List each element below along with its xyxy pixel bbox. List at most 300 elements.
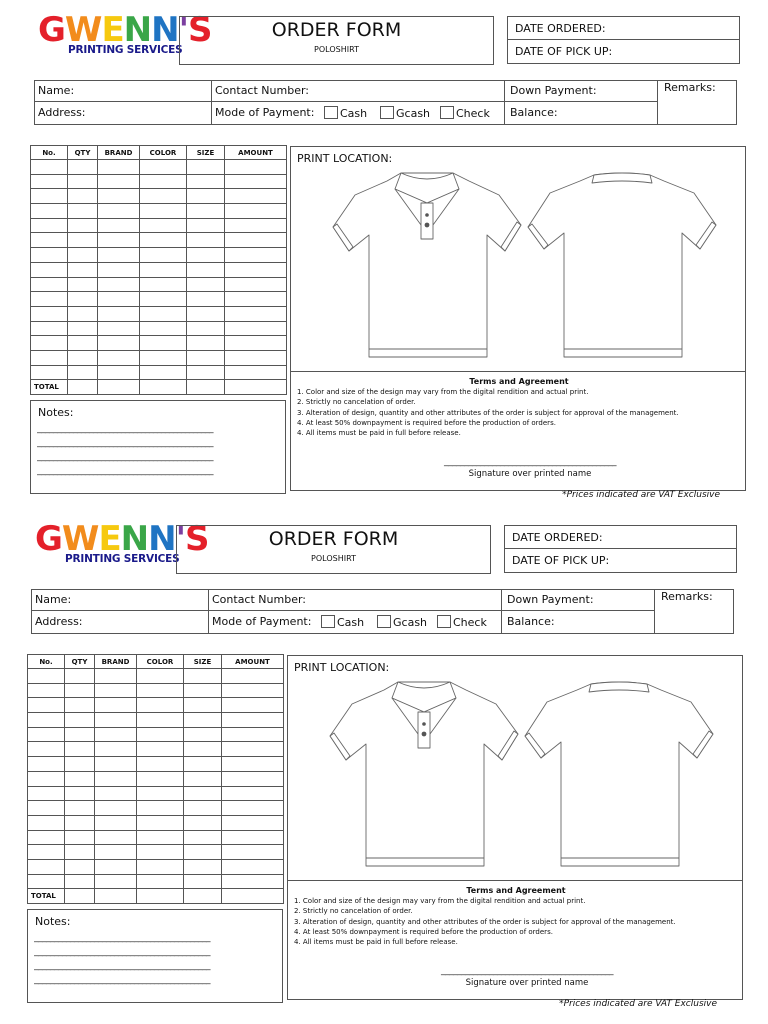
table-cell[interactable] <box>28 801 65 816</box>
divider <box>34 101 657 102</box>
table-cell[interactable] <box>95 713 137 728</box>
table-cell[interactable] <box>98 174 140 189</box>
check-label: Check <box>453 616 487 629</box>
table-cell[interactable] <box>187 336 225 351</box>
total-row <box>31 380 287 395</box>
payment-option-check[interactable] <box>437 615 487 629</box>
table-cell[interactable] <box>68 262 98 277</box>
table-cell[interactable] <box>225 160 287 175</box>
table-cell[interactable] <box>222 669 284 684</box>
table-cell[interactable] <box>184 757 222 772</box>
table-cell[interactable] <box>140 306 187 321</box>
table-row <box>28 845 284 860</box>
remarks-label: Remarks: <box>664 81 716 94</box>
payment-option-gcash[interactable] <box>377 615 427 629</box>
terms-item: 1. Color and size of the design may vary from the digital rendition and actual print. <box>294 897 586 906</box>
signature-line: ___________________________________________ <box>441 966 613 976</box>
table-cell[interactable] <box>95 683 137 698</box>
total-row <box>28 889 284 904</box>
table-cell[interactable] <box>98 306 140 321</box>
form-title: ORDER FORM <box>271 19 402 41</box>
print-location-label: PRINT LOCATION: <box>294 661 390 674</box>
table-cell[interactable] <box>28 669 65 684</box>
table-header-row <box>31 146 287 160</box>
table-cell[interactable] <box>225 350 287 365</box>
terms-list <box>294 896 738 947</box>
table-header-row <box>28 655 284 669</box>
terms-title: Terms and Agreement <box>466 886 566 895</box>
terms-item: 4. At least 50% downpayment is required before the production of orders. <box>294 927 553 936</box>
table-cell[interactable] <box>65 815 95 830</box>
table-cell[interactable] <box>95 801 137 816</box>
table-cell[interactable] <box>184 859 222 874</box>
company-logo <box>35 519 209 571</box>
form-title: ORDER FORM <box>268 528 399 550</box>
table-cell[interactable] <box>225 174 287 189</box>
table-cell[interactable] <box>137 801 184 816</box>
divider <box>31 610 654 611</box>
table-cell[interactable] <box>225 321 287 336</box>
logo-letter: N <box>123 10 152 50</box>
table-cell[interactable] <box>98 336 140 351</box>
table-cell[interactable] <box>65 698 95 713</box>
table-row <box>31 218 287 233</box>
contact-label: Contact Number: <box>215 84 309 97</box>
table-cell[interactable] <box>68 306 98 321</box>
table-cell[interactable] <box>137 845 184 860</box>
table-cell[interactable] <box>140 336 187 351</box>
table-cell[interactable] <box>184 815 222 830</box>
table-row <box>31 292 287 307</box>
table-cell[interactable] <box>187 262 225 277</box>
table-cell[interactable] <box>225 233 287 248</box>
total-cell[interactable] <box>98 380 140 395</box>
total-cell[interactable] <box>140 380 187 395</box>
table-cell[interactable] <box>184 742 222 757</box>
table-cell[interactable] <box>98 262 140 277</box>
table-cell[interactable] <box>222 727 284 742</box>
table-cell[interactable] <box>28 698 65 713</box>
table-row <box>31 248 287 263</box>
table-row <box>28 801 284 816</box>
table-cell[interactable] <box>140 365 187 380</box>
table-row <box>28 698 284 713</box>
form-subtitle: POLOSHIRT <box>314 45 359 54</box>
table-cell[interactable] <box>28 727 65 742</box>
table-cell[interactable] <box>137 713 184 728</box>
table-cell[interactable] <box>187 292 225 307</box>
table-cell[interactable] <box>31 189 68 204</box>
table-cell[interactable] <box>140 174 187 189</box>
notes-label: Notes: <box>35 915 71 928</box>
terms-content <box>297 377 741 438</box>
table-cell[interactable] <box>68 174 98 189</box>
notes-line: ____________________________________________ <box>34 961 210 971</box>
table-cell[interactable] <box>98 160 140 175</box>
signature-label: Signature over printed name <box>465 978 589 988</box>
table-cell[interactable] <box>187 321 225 336</box>
table-cell[interactable] <box>184 874 222 889</box>
table-cell[interactable] <box>68 218 98 233</box>
table-cell[interactable] <box>225 336 287 351</box>
checkbox-icon[interactable] <box>440 106 454 119</box>
logo-letter: W <box>64 10 102 50</box>
table-cell[interactable] <box>28 713 65 728</box>
total-cell[interactable] <box>137 889 184 904</box>
table-row <box>28 859 284 874</box>
table-cell[interactable] <box>68 189 98 204</box>
total-cell[interactable] <box>222 889 284 904</box>
table-cell[interactable] <box>65 713 95 728</box>
address-label: Address: <box>38 106 86 119</box>
column-header: AMOUNT <box>225 146 287 160</box>
table-cell[interactable] <box>184 698 222 713</box>
table-cell[interactable] <box>31 204 68 219</box>
table-cell[interactable] <box>28 771 65 786</box>
table-cell[interactable] <box>31 262 68 277</box>
table-row <box>28 742 284 757</box>
table-cell[interactable] <box>65 727 95 742</box>
table-cell[interactable] <box>98 233 140 248</box>
total-cell[interactable] <box>95 889 137 904</box>
table-cell[interactable] <box>68 321 98 336</box>
total-cell[interactable] <box>225 380 287 395</box>
signature-line: ___________________________________________ <box>444 457 616 467</box>
table-cell[interactable] <box>222 698 284 713</box>
total-cell[interactable] <box>184 889 222 904</box>
table-cell[interactable] <box>184 669 222 684</box>
table-cell[interactable] <box>225 204 287 219</box>
table-cell[interactable] <box>140 262 187 277</box>
table-cell[interactable] <box>184 771 222 786</box>
logo-letter: S <box>188 10 212 50</box>
balance-label: Balance: <box>507 615 555 628</box>
column-header: BRAND <box>98 146 140 160</box>
table-row <box>28 713 284 728</box>
table-cell[interactable] <box>140 277 187 292</box>
table-cell[interactable] <box>95 815 137 830</box>
logo-letter: W <box>61 519 99 559</box>
polo-front-icon <box>326 676 520 876</box>
date-pickup-field[interactable] <box>504 548 737 573</box>
column-header: COLOR <box>137 655 184 669</box>
table-cell[interactable] <box>28 830 65 845</box>
terms-item: 1. Color and size of the design may vary from the digital rendition and actual print. <box>297 388 589 397</box>
divider <box>211 80 212 125</box>
table-cell[interactable] <box>187 189 225 204</box>
table-cell[interactable] <box>222 845 284 860</box>
table-cell[interactable] <box>28 757 65 772</box>
table-cell[interactable] <box>95 830 137 845</box>
table-cell[interactable] <box>137 830 184 845</box>
terms-item: 2. Strictly no cancelation of order. <box>297 398 416 407</box>
table-cell[interactable] <box>225 248 287 263</box>
date-ordered-field[interactable] <box>504 525 737 549</box>
title-box <box>179 16 494 65</box>
vat-note: *Prices indicated are VAT Exclusive <box>562 490 720 500</box>
column-header: COLOR <box>140 146 187 160</box>
table-cell[interactable] <box>31 321 68 336</box>
table-cell[interactable] <box>140 292 187 307</box>
notes-box[interactable] <box>30 400 286 494</box>
payment-option-cash[interactable] <box>321 615 364 629</box>
table-cell[interactable] <box>140 204 187 219</box>
table-cell[interactable] <box>137 742 184 757</box>
table-cell[interactable] <box>187 365 225 380</box>
table-cell[interactable] <box>225 262 287 277</box>
table-cell[interactable] <box>140 160 187 175</box>
table-cell[interactable] <box>222 859 284 874</box>
table-cell[interactable] <box>137 683 184 698</box>
logo-letter: N <box>120 519 149 559</box>
table-cell[interactable] <box>98 277 140 292</box>
polo-back-icon <box>524 167 718 367</box>
table-cell[interactable] <box>65 771 95 786</box>
table-cell[interactable] <box>184 830 222 845</box>
date-ordered-label: DATE ORDERED: <box>512 531 603 544</box>
table-cell[interactable] <box>31 365 68 380</box>
total-cell[interactable] <box>187 380 225 395</box>
table-cell[interactable] <box>222 713 284 728</box>
table-cell[interactable] <box>31 350 68 365</box>
table-cell[interactable] <box>28 874 65 889</box>
table-cell[interactable] <box>225 292 287 307</box>
table-cell[interactable] <box>68 160 98 175</box>
gcash-label: Gcash <box>393 616 428 629</box>
table-row <box>31 262 287 277</box>
down-payment-label: Down Payment: <box>507 593 594 606</box>
table-cell[interactable] <box>225 365 287 380</box>
table-row <box>31 365 287 380</box>
table-row <box>31 321 287 336</box>
table-cell[interactable] <box>137 727 184 742</box>
table-row <box>28 786 284 801</box>
table-cell[interactable] <box>95 845 137 860</box>
table-cell[interactable] <box>98 321 140 336</box>
checkbox-icon[interactable] <box>377 615 391 628</box>
table-cell[interactable] <box>184 786 222 801</box>
table-cell[interactable] <box>65 669 95 684</box>
table-cell[interactable] <box>68 233 98 248</box>
table-cell[interactable] <box>31 292 68 307</box>
table-cell[interactable] <box>95 771 137 786</box>
date-pickup-field[interactable] <box>507 39 740 64</box>
table-cell[interactable] <box>140 321 187 336</box>
table-cell[interactable] <box>222 742 284 757</box>
table-cell[interactable] <box>31 277 68 292</box>
table-cell[interactable] <box>187 233 225 248</box>
table-cell[interactable] <box>187 248 225 263</box>
table-row <box>28 757 284 772</box>
print-location-label: PRINT LOCATION: <box>297 152 393 165</box>
checkbox-icon[interactable] <box>324 106 338 119</box>
table-cell[interactable] <box>65 859 95 874</box>
vat-note: *Prices indicated are VAT Exclusive <box>559 999 717 1009</box>
table-cell[interactable] <box>68 292 98 307</box>
table-cell[interactable] <box>187 306 225 321</box>
table-cell[interactable] <box>98 218 140 233</box>
table-cell[interactable] <box>222 771 284 786</box>
table-cell[interactable] <box>65 742 95 757</box>
form-subtitle: POLOSHIRT <box>311 554 356 563</box>
table-cell[interactable] <box>68 365 98 380</box>
table-cell[interactable] <box>187 174 225 189</box>
table-cell[interactable] <box>140 218 187 233</box>
checkbox-icon[interactable] <box>437 615 451 628</box>
table-row <box>28 771 284 786</box>
title-box <box>176 525 491 574</box>
table-cell[interactable] <box>68 248 98 263</box>
table-row <box>28 874 284 889</box>
mode-payment-label: Mode of Payment: <box>212 615 312 628</box>
table-cell[interactable] <box>137 698 184 713</box>
table-cell[interactable] <box>95 757 137 772</box>
table-cell[interactable] <box>184 801 222 816</box>
mode-payment-label: Mode of Payment: <box>215 106 315 119</box>
date-ordered-field[interactable] <box>507 16 740 40</box>
table-cell[interactable] <box>222 683 284 698</box>
table-cell[interactable] <box>95 698 137 713</box>
table-cell[interactable] <box>95 874 137 889</box>
table-cell[interactable] <box>31 336 68 351</box>
table-cell[interactable] <box>187 350 225 365</box>
table-cell[interactable] <box>222 815 284 830</box>
date-ordered-label: DATE ORDERED: <box>515 22 606 35</box>
table-cell[interactable] <box>28 845 65 860</box>
checkbox-icon[interactable] <box>321 615 335 628</box>
table-cell[interactable] <box>65 757 95 772</box>
table-cell[interactable] <box>140 189 187 204</box>
column-header: No. <box>28 655 65 669</box>
table-cell[interactable] <box>28 815 65 830</box>
table-cell[interactable] <box>95 727 137 742</box>
total-cell[interactable] <box>68 380 98 395</box>
table-cell[interactable] <box>187 160 225 175</box>
terms-item: 3. Alteration of design, quantity and other attributes of the order is subject for approval of the management. <box>294 917 676 926</box>
terms-item: 4. All items must be paid in full before release. <box>297 429 461 438</box>
table-cell[interactable] <box>31 218 68 233</box>
payment-option-check[interactable] <box>440 106 490 120</box>
notes-line: ____________________________________________ <box>37 452 213 462</box>
table-cell[interactable] <box>65 683 95 698</box>
notes-line: ____________________________________________ <box>37 438 213 448</box>
table-cell[interactable] <box>98 365 140 380</box>
payment-option-cash[interactable] <box>324 106 367 120</box>
table-cell[interactable] <box>28 786 65 801</box>
table-cell[interactable] <box>140 350 187 365</box>
table-cell[interactable] <box>65 830 95 845</box>
table-cell[interactable] <box>98 350 140 365</box>
order-form <box>0 0 768 509</box>
table-cell[interactable] <box>140 233 187 248</box>
table-cell[interactable] <box>137 874 184 889</box>
table-cell[interactable] <box>225 189 287 204</box>
date-pickup-label: DATE OF PICK UP: <box>512 554 610 567</box>
table-cell[interactable] <box>137 786 184 801</box>
table-cell[interactable] <box>137 815 184 830</box>
table-cell[interactable] <box>98 292 140 307</box>
print-location-box <box>290 146 746 372</box>
notes-box[interactable] <box>27 909 283 1003</box>
logo-letter: ' <box>175 519 186 559</box>
total-cell[interactable] <box>65 889 95 904</box>
table-cell[interactable] <box>68 336 98 351</box>
table-cell[interactable] <box>184 713 222 728</box>
name-label: Name: <box>38 84 75 97</box>
table-cell[interactable] <box>184 683 222 698</box>
table-cell[interactable] <box>225 218 287 233</box>
table-cell[interactable] <box>95 859 137 874</box>
table-row <box>31 350 287 365</box>
terms-item: 4. All items must be paid in full before release. <box>294 938 458 947</box>
table-cell[interactable] <box>98 204 140 219</box>
table-cell[interactable] <box>137 771 184 786</box>
table-cell[interactable] <box>140 248 187 263</box>
table-cell[interactable] <box>68 204 98 219</box>
table-cell[interactable] <box>31 306 68 321</box>
table-cell[interactable] <box>65 874 95 889</box>
table-cell[interactable] <box>137 669 184 684</box>
print-location-box <box>287 655 743 881</box>
payment-option-gcash[interactable] <box>380 106 430 120</box>
table-cell[interactable] <box>68 277 98 292</box>
checkbox-icon[interactable] <box>380 106 394 119</box>
table-cell[interactable] <box>98 189 140 204</box>
table-cell[interactable] <box>65 801 95 816</box>
table-cell[interactable] <box>95 669 137 684</box>
table-cell[interactable] <box>222 874 284 889</box>
table-cell[interactable] <box>225 277 287 292</box>
divider <box>654 589 655 634</box>
table-cell[interactable] <box>31 233 68 248</box>
table-cell[interactable] <box>187 204 225 219</box>
table-cell[interactable] <box>68 350 98 365</box>
table-cell[interactable] <box>225 306 287 321</box>
table-cell[interactable] <box>222 786 284 801</box>
table-cell[interactable] <box>137 757 184 772</box>
table-cell[interactable] <box>31 174 68 189</box>
table-cell[interactable] <box>95 742 137 757</box>
polo-front-icon <box>329 167 523 367</box>
table-cell[interactable] <box>28 859 65 874</box>
column-header: SIZE <box>187 146 225 160</box>
table-cell[interactable] <box>28 683 65 698</box>
table-cell[interactable] <box>31 160 68 175</box>
terms-box <box>287 880 743 1000</box>
table-cell[interactable] <box>137 859 184 874</box>
table-cell[interactable] <box>184 845 222 860</box>
table-cell[interactable] <box>187 218 225 233</box>
column-header: No. <box>31 146 68 160</box>
table-cell[interactable] <box>222 757 284 772</box>
table-cell[interactable] <box>95 786 137 801</box>
table-cell[interactable] <box>65 845 95 860</box>
terms-list <box>297 387 741 438</box>
terms-content <box>294 886 738 947</box>
table-cell[interactable] <box>28 742 65 757</box>
table-cell[interactable] <box>184 727 222 742</box>
table-cell[interactable] <box>222 801 284 816</box>
check-label: Check <box>456 107 490 120</box>
table-row <box>31 160 287 175</box>
table-cell[interactable] <box>98 248 140 263</box>
table-cell[interactable] <box>31 248 68 263</box>
table-cell[interactable] <box>65 786 95 801</box>
table-cell[interactable] <box>222 830 284 845</box>
balance-label: Balance: <box>510 106 558 119</box>
divider <box>501 589 502 634</box>
table-cell[interactable] <box>187 277 225 292</box>
